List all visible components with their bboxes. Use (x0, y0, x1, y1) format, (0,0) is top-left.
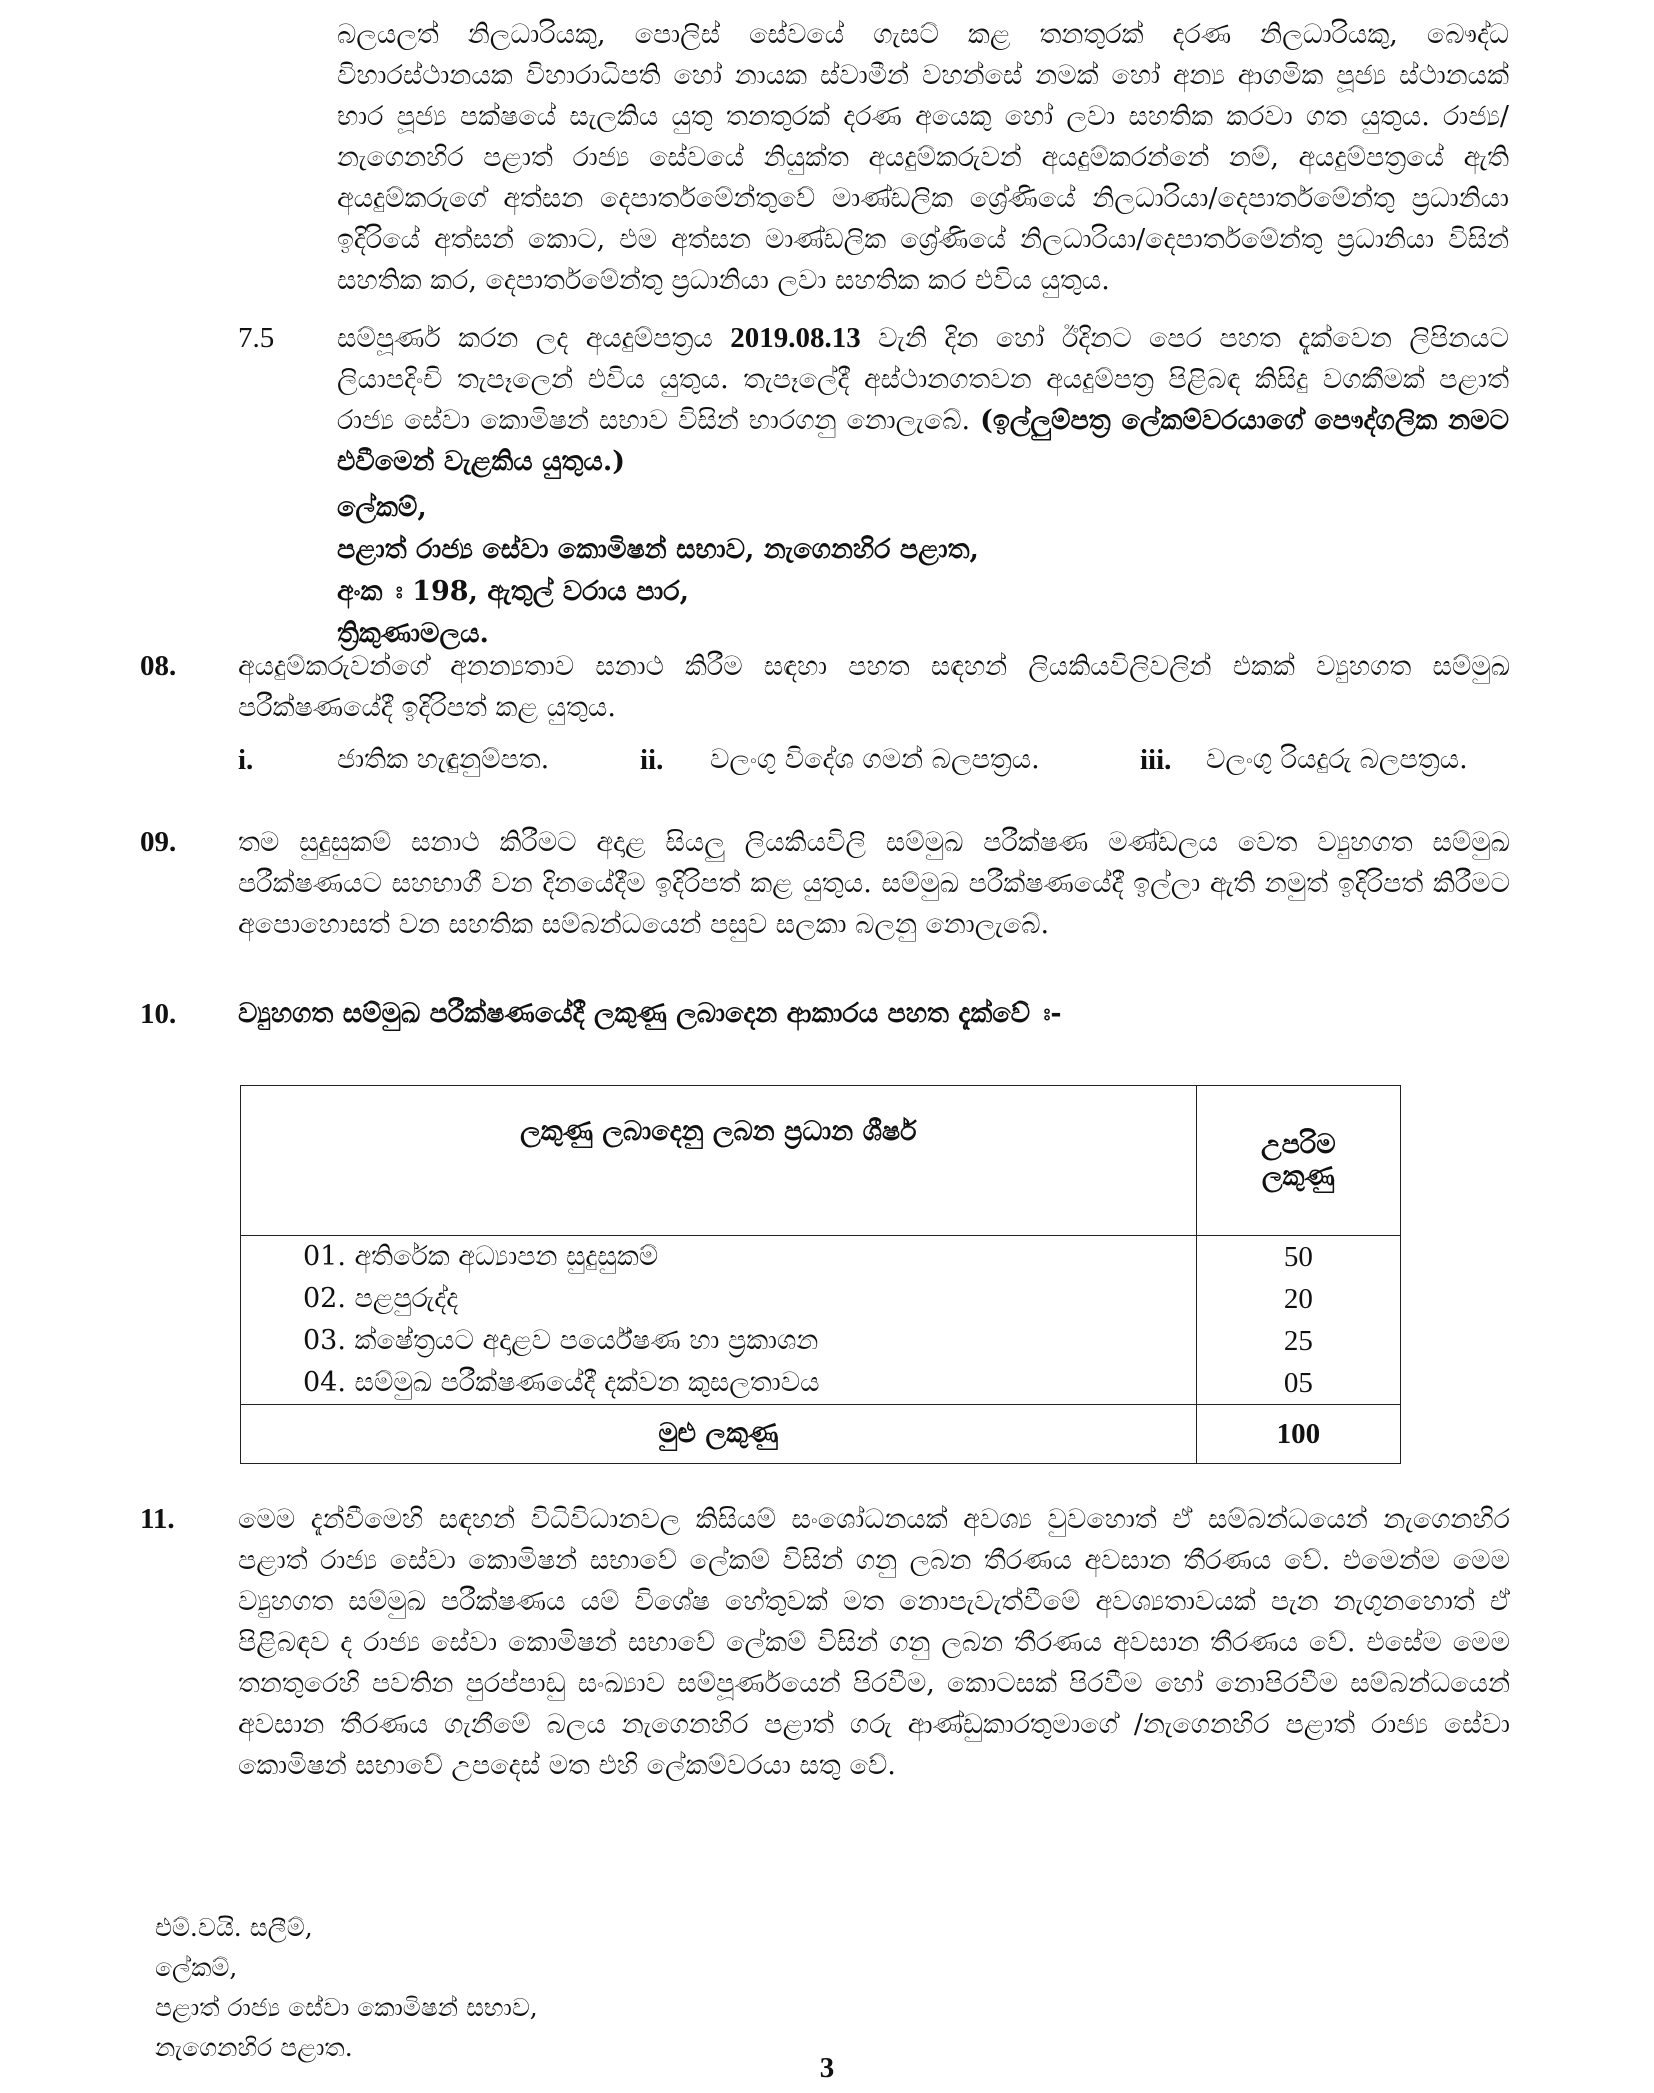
mailing-address (337, 487, 979, 655)
signatory-title: ලේකම්, (155, 1953, 238, 1982)
section-11-paragraph: මෙම දැන්වීමෙහි සඳහන් විධිවිධානවල කිසියම් සංශෝධනයක් අවශ්‍ය වුවහොත් ඒ සම්බන්ධයෙන් නැගෙනහිර පළාත් රාජ්‍ය සේවා කොමිෂන් සභාවේ ලේකම් විසින් ගනු ලබන තීරණය අවසාන තීරණය වේ. එමෙන්ම මෙම ව්‍යුහගත සම්මුඛ පරීක්ෂණය යම් විශේෂ හේතුවක් මත නොපැවැත්වීමේ අවශ්‍යතාවයක් පැන නැගුනහොත් ඒ පිළිබඳව ද රාජ්‍ය සේවා කොමිෂන් සභාවේ ලේකම් විසින් ගනු ලබන තීරණය අවසාන තීරණය වේ. එසේම මෙම තනතුරෙහි පවතින පුරප්පාඩු සංඛ්‍යාව සම්පූර්ණයෙන් පිරවීම, කොටසක් පිරවීම හෝ නොපිරවීම සම්බන්ධයෙන් අවසාන තීරණය ගැනීමේ බලය නැගෙනහිර පළාත් ගරු ආණ්ඩුකාරතුමාගේ /නැගෙනහිර පළාත් රාජ්‍ය සේවා කොමිෂන් සභාවේ උපදෙස් මත එහි ලේකම්වරයා සතු වේ. (238, 1504, 1510, 1781)
header-criteria: ලකුණු ලබාදෙනු ලබන ප්‍රධාන ශීර්ෂ (241, 1086, 1197, 1236)
section-11-number: 11. (140, 1503, 175, 1535)
section-7-5-text-after: වැනි දින හෝ ඊදිනට පෙර පහත දැක්වෙන ලිපිනයට ලියාපදිංචි තැපෑලෙන් එවිය යුතුය. තැපෑලේදී අස්ථානගතවන අයදුම්පත්‍ර පිළිබඳ කිසිදු වගකීමක් පළාත් රාජ්‍ය සේවා කොමිෂන් සභාව විසින් භාරගනු නොලැබේ. (337, 323, 1509, 436)
marks-table-header (241, 1086, 1401, 1236)
marks-table (240, 1085, 1401, 1464)
address-line-4: ත්‍රිකුණාමලය. (337, 618, 489, 649)
section-09-number: 09. (140, 826, 177, 858)
section-09-paragraph: තම සුදුසුකම් සනාථ කිරීමට අදාළ සියලු ලියකියවිලි සම්මුඛ පරීක්ෂණ මණ්ඩලය වෙත ව්‍යුහගත සම්මුඛ පරීක්ෂණයට සහභාගී වන දිනයේදීම ඉදිරිපත් කළ යුතුය. සම්මුඛ පරීක්ෂණයේදී ඉල්ලා ඇති නමුත් ඉදිරිපත් කිරීමට අපොහොසත් වන සහතික සම්බන්ධයෙන් පසුව සලකා බලනු නොලැබේ. (238, 827, 1510, 940)
section-7-5-text-before: සම්පූර්ණ කරන ලද අයදුම්පත්‍රය (337, 323, 731, 354)
table-row (241, 1362, 1401, 1405)
page-number: 3 (819, 2052, 835, 2084)
criterion-cell: 01. අතිරේක අධ්‍යාපන සුදුසුකම් (241, 1236, 1197, 1279)
signatory-office: පළාත් රාජ්‍ය සේවා කොමිෂන් සභාව, (155, 1993, 538, 2022)
criterion-cell: 02. පළපුරුද්ද (241, 1278, 1197, 1320)
section-7-5-number: 7.5 (238, 322, 275, 354)
total-label: මුළු ලකුණු (241, 1405, 1197, 1464)
doc-3-label: iii. (1140, 744, 1172, 776)
section-10-number: 10. (140, 998, 177, 1030)
section-10-heading: ව්‍යුහගත සම්මුඛ පරීක්ෂණයේදී ලකුණු ලබාදෙන ආකාරය පහත දැක්වේ ඃ- (238, 998, 1062, 1029)
total-marks: 100 (1196, 1405, 1400, 1464)
address-line-1: ලේකම්, (337, 492, 427, 523)
total-row (241, 1405, 1401, 1464)
criterion-cell: 04. සම්මුඛ පරීක්ෂණයේදී දක්වන කුසලතාවය (241, 1362, 1197, 1405)
signatory-name: එම්.වයි. සලීම්, (155, 1913, 313, 1942)
header-max-marks (1196, 1086, 1400, 1236)
deadline-date: 2019.08.13 (730, 322, 861, 354)
table-row (241, 1278, 1401, 1320)
marks-cell: 05 (1196, 1362, 1400, 1405)
header-max-line-2: ලකුණු (1261, 1160, 1335, 1192)
address-line-2: පළාත් රාජ්‍ය සේවා කොමිෂන් සභාව, නැගෙනහිර පළාත, (337, 534, 979, 565)
header-max-line-1: උපරිම (1261, 1128, 1336, 1160)
section-7-5-note: (ඉල්ලුම්පත්‍ර ලේකම්වරයාගේ පෞද්ගලික නමට එවීමෙන් වැළකිය යුතුය.) (337, 405, 1509, 477)
intro-paragraph: බලයලත් නිලධාරියකු, පොලිස් සේවයේ ගැසට් කළ තනතුරක් දරණ නිලධාරියකු, බෞද්ධ විහාරස්ථානයක විහාරාධිපති හෝ නායක ස්වාමීන් වහන්සේ නමක් හෝ අන්‍ය ආගමික පූජ්‍ය ස්ථානයක් භාර පූජ්‍ය පක්ෂයේ සැලකිය යුතු තනතුරක් දරණ අයෙකු හෝ ලවා සහතික කරවා ගත යුතුය. රාජ්‍ය/නැගෙනහිර පළාත් රාජ්‍ය සේවයේ නියුක්ත අයදුම්කරුවන් අයදුම්කරන්නේ නම්, අයදුම්පත්‍රයේ ඇති අයදුම්කරුගේ අත්සන දෙපාර්තමේන්තුවේ මාණ්ඩලික ශ්‍රේණියේ නිලධාරියා/දෙපාර්තමේන්තු ප්‍රධානියා ඉදිරියේ අත්සන් කොට, එම අත්සන මාණ්ඩලික ශ්‍රේණියේ නිලධාරියා/දෙපාර්තමේන්තු ප්‍රධානියා විසින් සහතික කර, දෙපාර්තමේන්තු ප්‍රධානියා ලවා සහතික කර එවිය යුතුය. (337, 19, 1509, 296)
signature-block (155, 1908, 538, 2068)
criterion-cell: 03. ක්ෂේත්‍රයට අදාළව පර්යේෂණ හා ප්‍රකාශන (241, 1320, 1197, 1362)
marks-cell: 25 (1196, 1320, 1400, 1362)
section-08-paragraph: අයදුම්කරුවන්ගේ අනන්‍යතාව සනාථ කිරීම සඳහා පහත සඳහන් ලියකියවිලිවලින් එකක් ව්‍යුහගත සම්මුඛ පරීක්ෂණයේදී ඉදිරිපත් කළ යුතුය. (238, 651, 1510, 723)
table-row (241, 1236, 1401, 1279)
section-7-5-paragraph (337, 318, 1509, 482)
signatory-province: නැගෙනහිර පළාත. (155, 2033, 353, 2062)
doc-1-label: i. (238, 744, 254, 776)
marks-cell: 50 (1196, 1236, 1400, 1279)
doc-2-label: ii. (640, 744, 664, 776)
address-line-3: අංක ඃ 198, ඇතුල් වරාය පාර, (337, 576, 689, 607)
section-08-number: 08. (140, 650, 177, 682)
doc-3-driving-license: වලංගු රියදුරු බලපත්‍රය. (1206, 744, 1468, 775)
doc-2-passport: වලංගු විදේශ ගමන් බලපත්‍රය. (710, 744, 1040, 775)
doc-1-national-id: ජාතික හැඳුනුම්පත. (337, 744, 550, 775)
table-row (241, 1320, 1401, 1362)
marks-cell: 20 (1196, 1278, 1400, 1320)
